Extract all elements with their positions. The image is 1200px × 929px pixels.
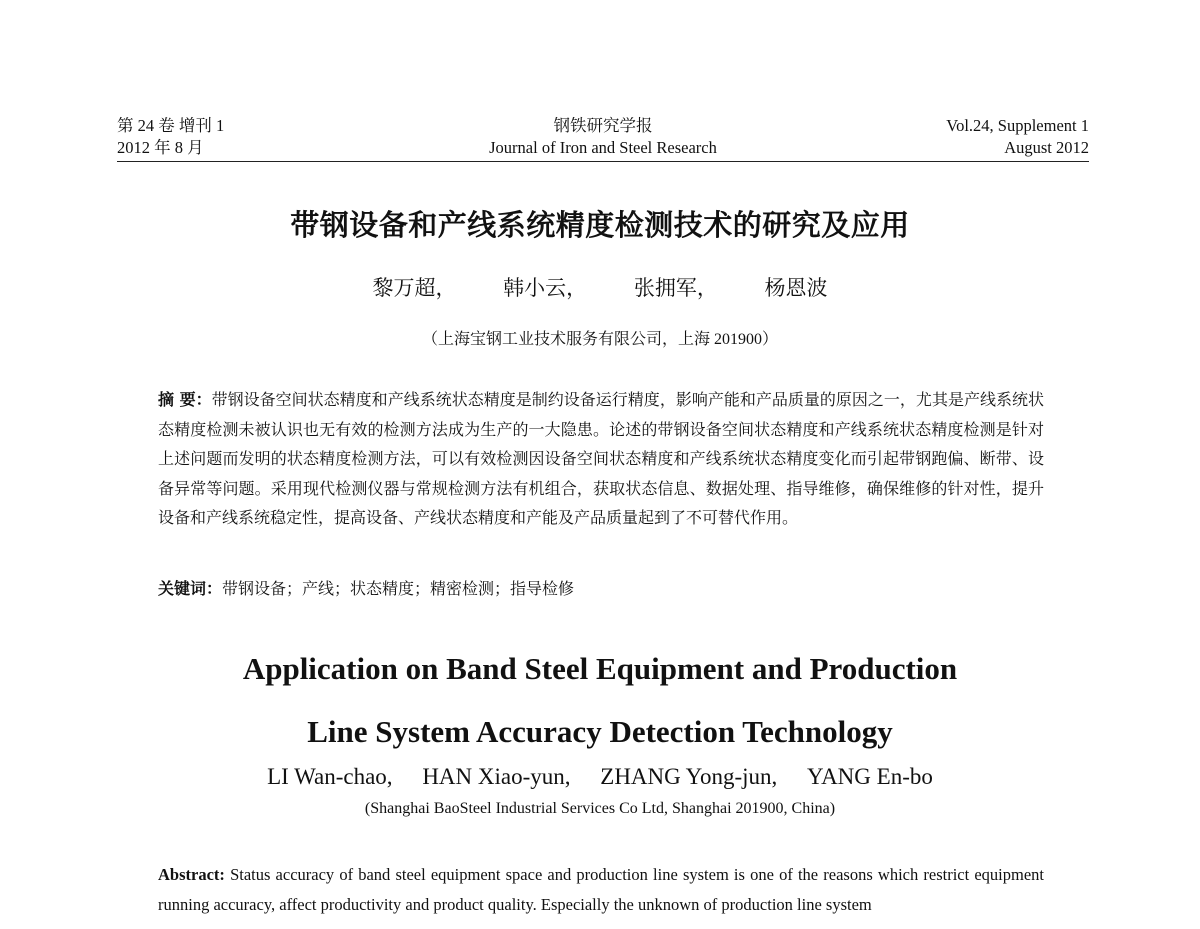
author-cn: 张拥军， [633,276,718,300]
authors-en [0,764,1200,790]
abstract-en [158,860,1044,920]
authors-cn [0,272,1200,302]
header-volume-en: Vol.24, Supplement 1 [946,116,1089,135]
keywords-cn-label: 关键词： [158,579,223,598]
header-journal-name [117,115,1089,159]
author-cn: 黎万超， [372,276,457,300]
keywords-cn-text: 带钢设备；产线；状态精度；精密检测；指导检修 [222,581,575,598]
abstract-en-text: Status accuracy of band steel equipment space and production line system is one of the reasons which restrict equipment running accuracy, affect productivity and product quality. Especially the unknown of production line system [158,865,1044,914]
abstract-en-label: Abstract: [158,865,225,884]
header-date-cn: 2012 年 8 月 [117,138,204,157]
paper-title-en-line1: Application on Band Steel Equipment and Production [242,651,958,686]
author-en: HAN Xiao-yun, [422,764,571,789]
author-en: LI Wan-chao, [267,764,393,789]
header-journal-en: Journal of Iron and Steel Research [489,138,717,157]
author-en: YANG En-bo [807,764,933,789]
affiliation-en: (Shanghai BaoSteel Industrial Services Co Ltd, Shanghai 201900, China) [364,800,836,817]
abstract-cn-text: 带钢设备空间状态精度和产线系统状态精度是制约设备运行精度，影响产能和产品质量的原因之一，尤其是产线系统状态精度检测未被认识也无有效的检测方法成为生产的一大隐患。论述的带钢设备空间状态精度和产线系统状态精度检测是针对上述问题而发明的状态精度检测方法，可以有效检测因设备空间状态精度和产线系统状态精度变化而引起带钢跑偏、断带、设备异常等问题。采用现代检测仪器与常规检测方法有机组合，获取状态信息、数据处理、指导维修，确保维修的针对性，提升设备和产线系统稳定性，提高设备、产线状态精度和产能及产品质量起到了不可替代作用。 [158,392,1044,527]
affiliation-cn: （上海宝钢工业技术服务有限公司，上海 201900） [421,331,778,348]
header-date-en: August 2012 [1004,138,1089,157]
header-volume: 第 24 卷 增刊 1 [117,116,225,135]
paper-title-cn: 带钢设备和产线系统精度检测技术的研究及应用 [290,208,910,242]
paper-title-en-line2: Line System Accuracy Detection Technology [307,714,893,749]
author-en: ZHANG Yong-jun, [600,764,778,789]
author-cn: 韩小云， [503,276,588,300]
header-volume-info-en [946,115,1089,159]
journal-header [117,115,1089,162]
abstract-cn-label: 摘 要： [158,390,212,409]
header-journal-cn: 钢铁研究学报 [553,116,653,135]
author-cn: 杨恩波 [764,276,828,300]
keywords-cn [158,576,1044,603]
abstract-cn [158,385,1044,534]
